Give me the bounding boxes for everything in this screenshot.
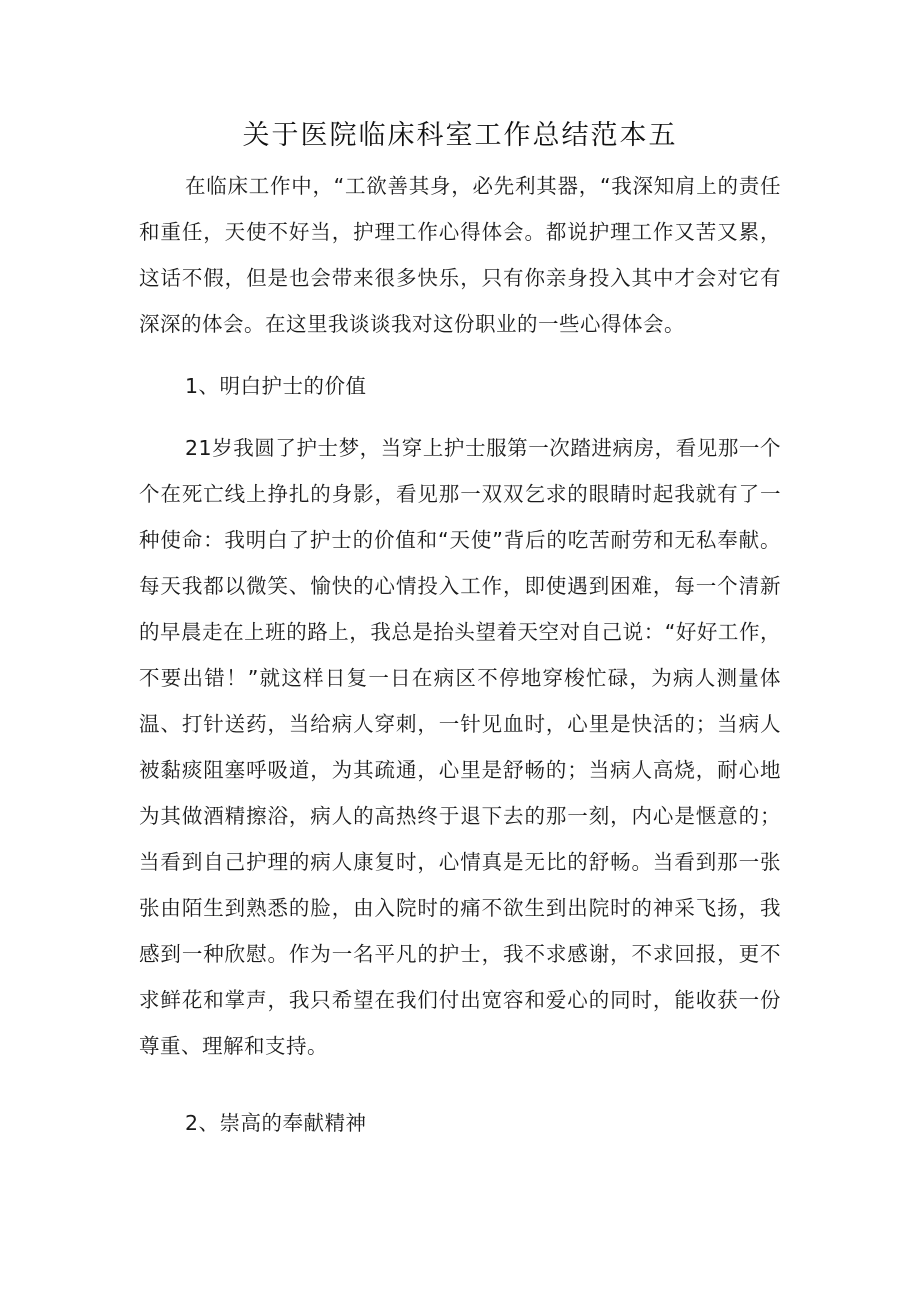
- section-1-heading: 1、明白护士的价值: [185, 374, 367, 398]
- section-1-paragraph: 21岁我圆了护士梦，当穿上护士服第一次踏进病房，看见那一个个在死亡线上挣扎的身影，看见那一双双乞求的眼睛时起我就有了一种使命：我明白了护士的价值和“天使”背后的吃苦耐劳和无私奉献。每天我都以微笑、愉快的心情投入工作，即使遇到困难，每一个清新的早晨走在上班的路上，我总是抬头望着天空对自己说：“好好工作，不要出错！”就这样日复一日在病区不停地穿梭忙碌，为病人测量体温、打针送药，当给病人穿刺，一针见血时，心里是快活的；当病人被黏痰阻塞呼吸道，为其疏通，心里是舒畅的；当病人高烧，耐心地为其做酒精擦浴，病人的高热终于退下去的那一刻，内心是惬意的；当看到自己护理的病人康复时，心情真是无比的舒畅。当看到那一张张由陌生到熟悉的脸，由入院时的痛不欲生到出院时的神采飞扬，我感到一种欣慰。作为一名平凡的护士，我不求感谢，不求回报，更不求鲜花和掌声，我只希望在我们付出宽容和爱心的同时，能收获一份尊重、理解和支持。: [139, 436, 781, 1058]
- document-title: 关于医院临床科室工作总结范本五: [242, 120, 678, 151]
- section-2-heading: 2、崇高的奉献精神: [185, 1111, 367, 1135]
- intro-paragraph: 在临床工作中，“工欲善其身，必先利其器，“我深知肩上的责任和重任，天使不好当，护理工作心得体会。都说护理工作又苦又累，这话不假，但是也会带来很多快乐，只有你亲身投入其中才会对它有深深的体会。在这里我谈谈我对这份职业的一些心得体会。: [139, 174, 781, 336]
